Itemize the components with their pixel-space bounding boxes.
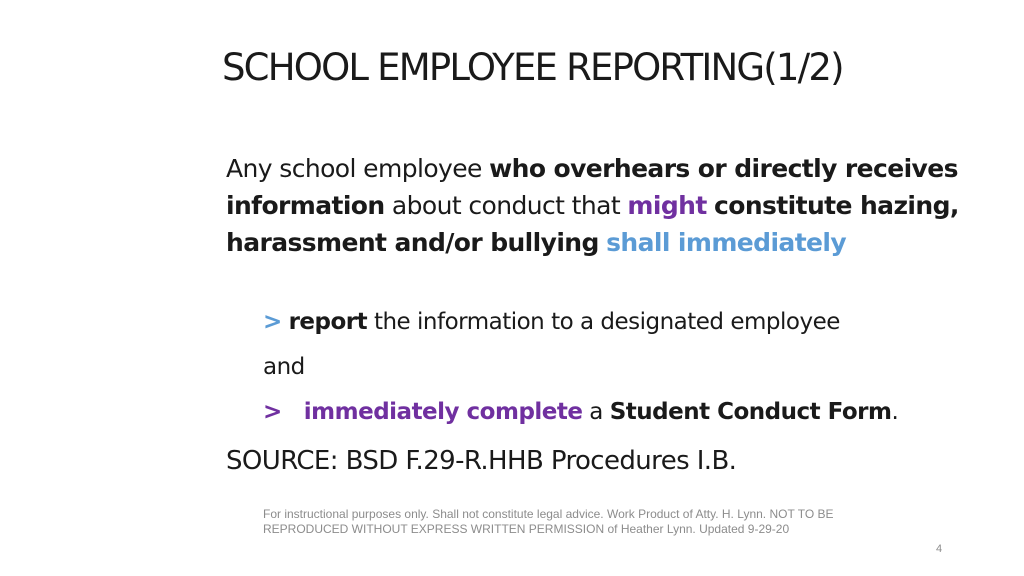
bullet-text: the information to a designated employee: [367, 309, 840, 335]
paragraph-text: Any school employee: [226, 154, 490, 183]
paragraph-bold-text: who overhears or directly receives information: [226, 154, 958, 220]
bullet-marker: >: [263, 399, 282, 425]
paragraph-text: about conduct that: [384, 191, 628, 220]
bullet-bold-text: report: [288, 309, 368, 335]
connector-and: and: [263, 354, 305, 380]
bullet-text: .: [891, 399, 899, 425]
bullet-marker: >: [263, 309, 282, 335]
bullet-complete-form: [263, 399, 898, 425]
page-number: 4: [936, 543, 943, 555]
bullet-bold-text: Student Conduct Form: [609, 399, 892, 425]
slide-title: SCHOOL EMPLOYEE REPORTING(1/2): [222, 46, 843, 89]
paragraph-bold-text: constitute hazing, harassment and/or bullying: [226, 191, 959, 257]
paragraph-space: [707, 191, 714, 220]
paragraph-emphasis-might: might: [627, 191, 707, 220]
bullet-report: [263, 309, 840, 335]
paragraph-emphasis-shall: shall immediately: [606, 228, 847, 257]
bullet-purple-text: immediately complete: [303, 399, 583, 425]
bullet-text: a: [582, 399, 610, 425]
footer-disclaimer: For instructional purposes only. Shall not constitute legal advice. Work Product of Atty. H. Lynn. NOT TO BE REPRODUCED WITHOUT EXPRESS WRITTEN PERMISSION of Heather Lynn. Updated 9-29-20: [263, 507, 834, 536]
source-citation: SOURCE: BSD F.29-R.HHB Procedures I.B.: [226, 446, 737, 476]
main-paragraph: [226, 150, 966, 261]
